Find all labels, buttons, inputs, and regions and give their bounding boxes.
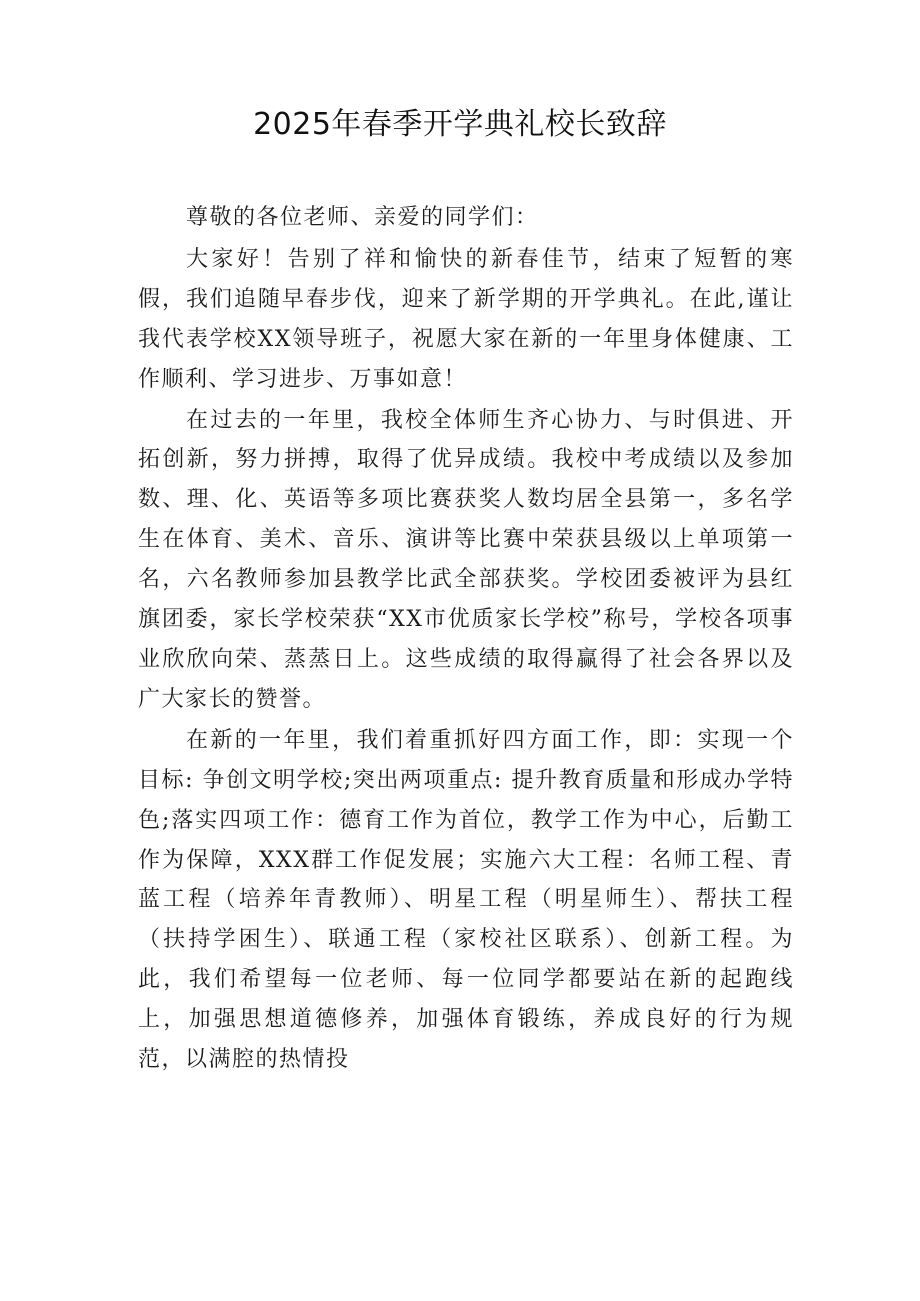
document-title: 2025年春季开学典礼校长致辞 xyxy=(253,107,667,142)
paragraph-greeting: 大家好！告别了祥和愉快的新春佳节，结束了短暂的寒假，我们追随早春步伐，迎来了新学期的开学典礼。在此,谨让我代表学校XX领导班子，祝愿大家在新的一年里身体健康、工作顺利、学习进步、万事如意！ xyxy=(138,246,794,392)
salutation: 尊敬的各位老师、亲爱的同学们： xyxy=(186,205,539,230)
paragraph-plans: 在新的一年里，我们着重抓好四方面工作，即：实现一个目标: 争创文明学校;突出两项重点: 提升教育质量和形成办学特色;落实四项工作：德育工作为首位，教学工作为中心，后勤工作为保障，XXX群工作促发展；实施六大工程：名师工程、青蓝工程（培养年青教师）、明星工程（明星师生）、帮扶工程（扶持学困生）、联通工程（家校社区联系）、创新工程。为此，我们希望每一位老师、每一位同学都要站在新的起跑线上，加强思想道德修养，加强体育锻练，养成良好的行为规范，以满腔的热情投 xyxy=(138,727,794,1073)
paragraph-achievements: 在过去的一年里，我校全体师生齐心协力、与时俱进、开拓创新，努力拼搏，取得了优异成绩。我校中考成绩以及参加数、理、化、英语等多项比赛获奖人数均居全县第一，多名学生在体育、美术、音乐、演讲等比赛中荣获县级以上单项第一名，六名教师参加县教学比武全部获奖。学校团委被评为县红旗团委，家长学校荣获“XX市优质家长学校”称号，学校各项事业欣欣向荣、蒸蒸日上。这些成绩的取得赢得了社会各界以及广大家长的赞誉。 xyxy=(138,407,794,712)
document-body xyxy=(138,198,794,1081)
